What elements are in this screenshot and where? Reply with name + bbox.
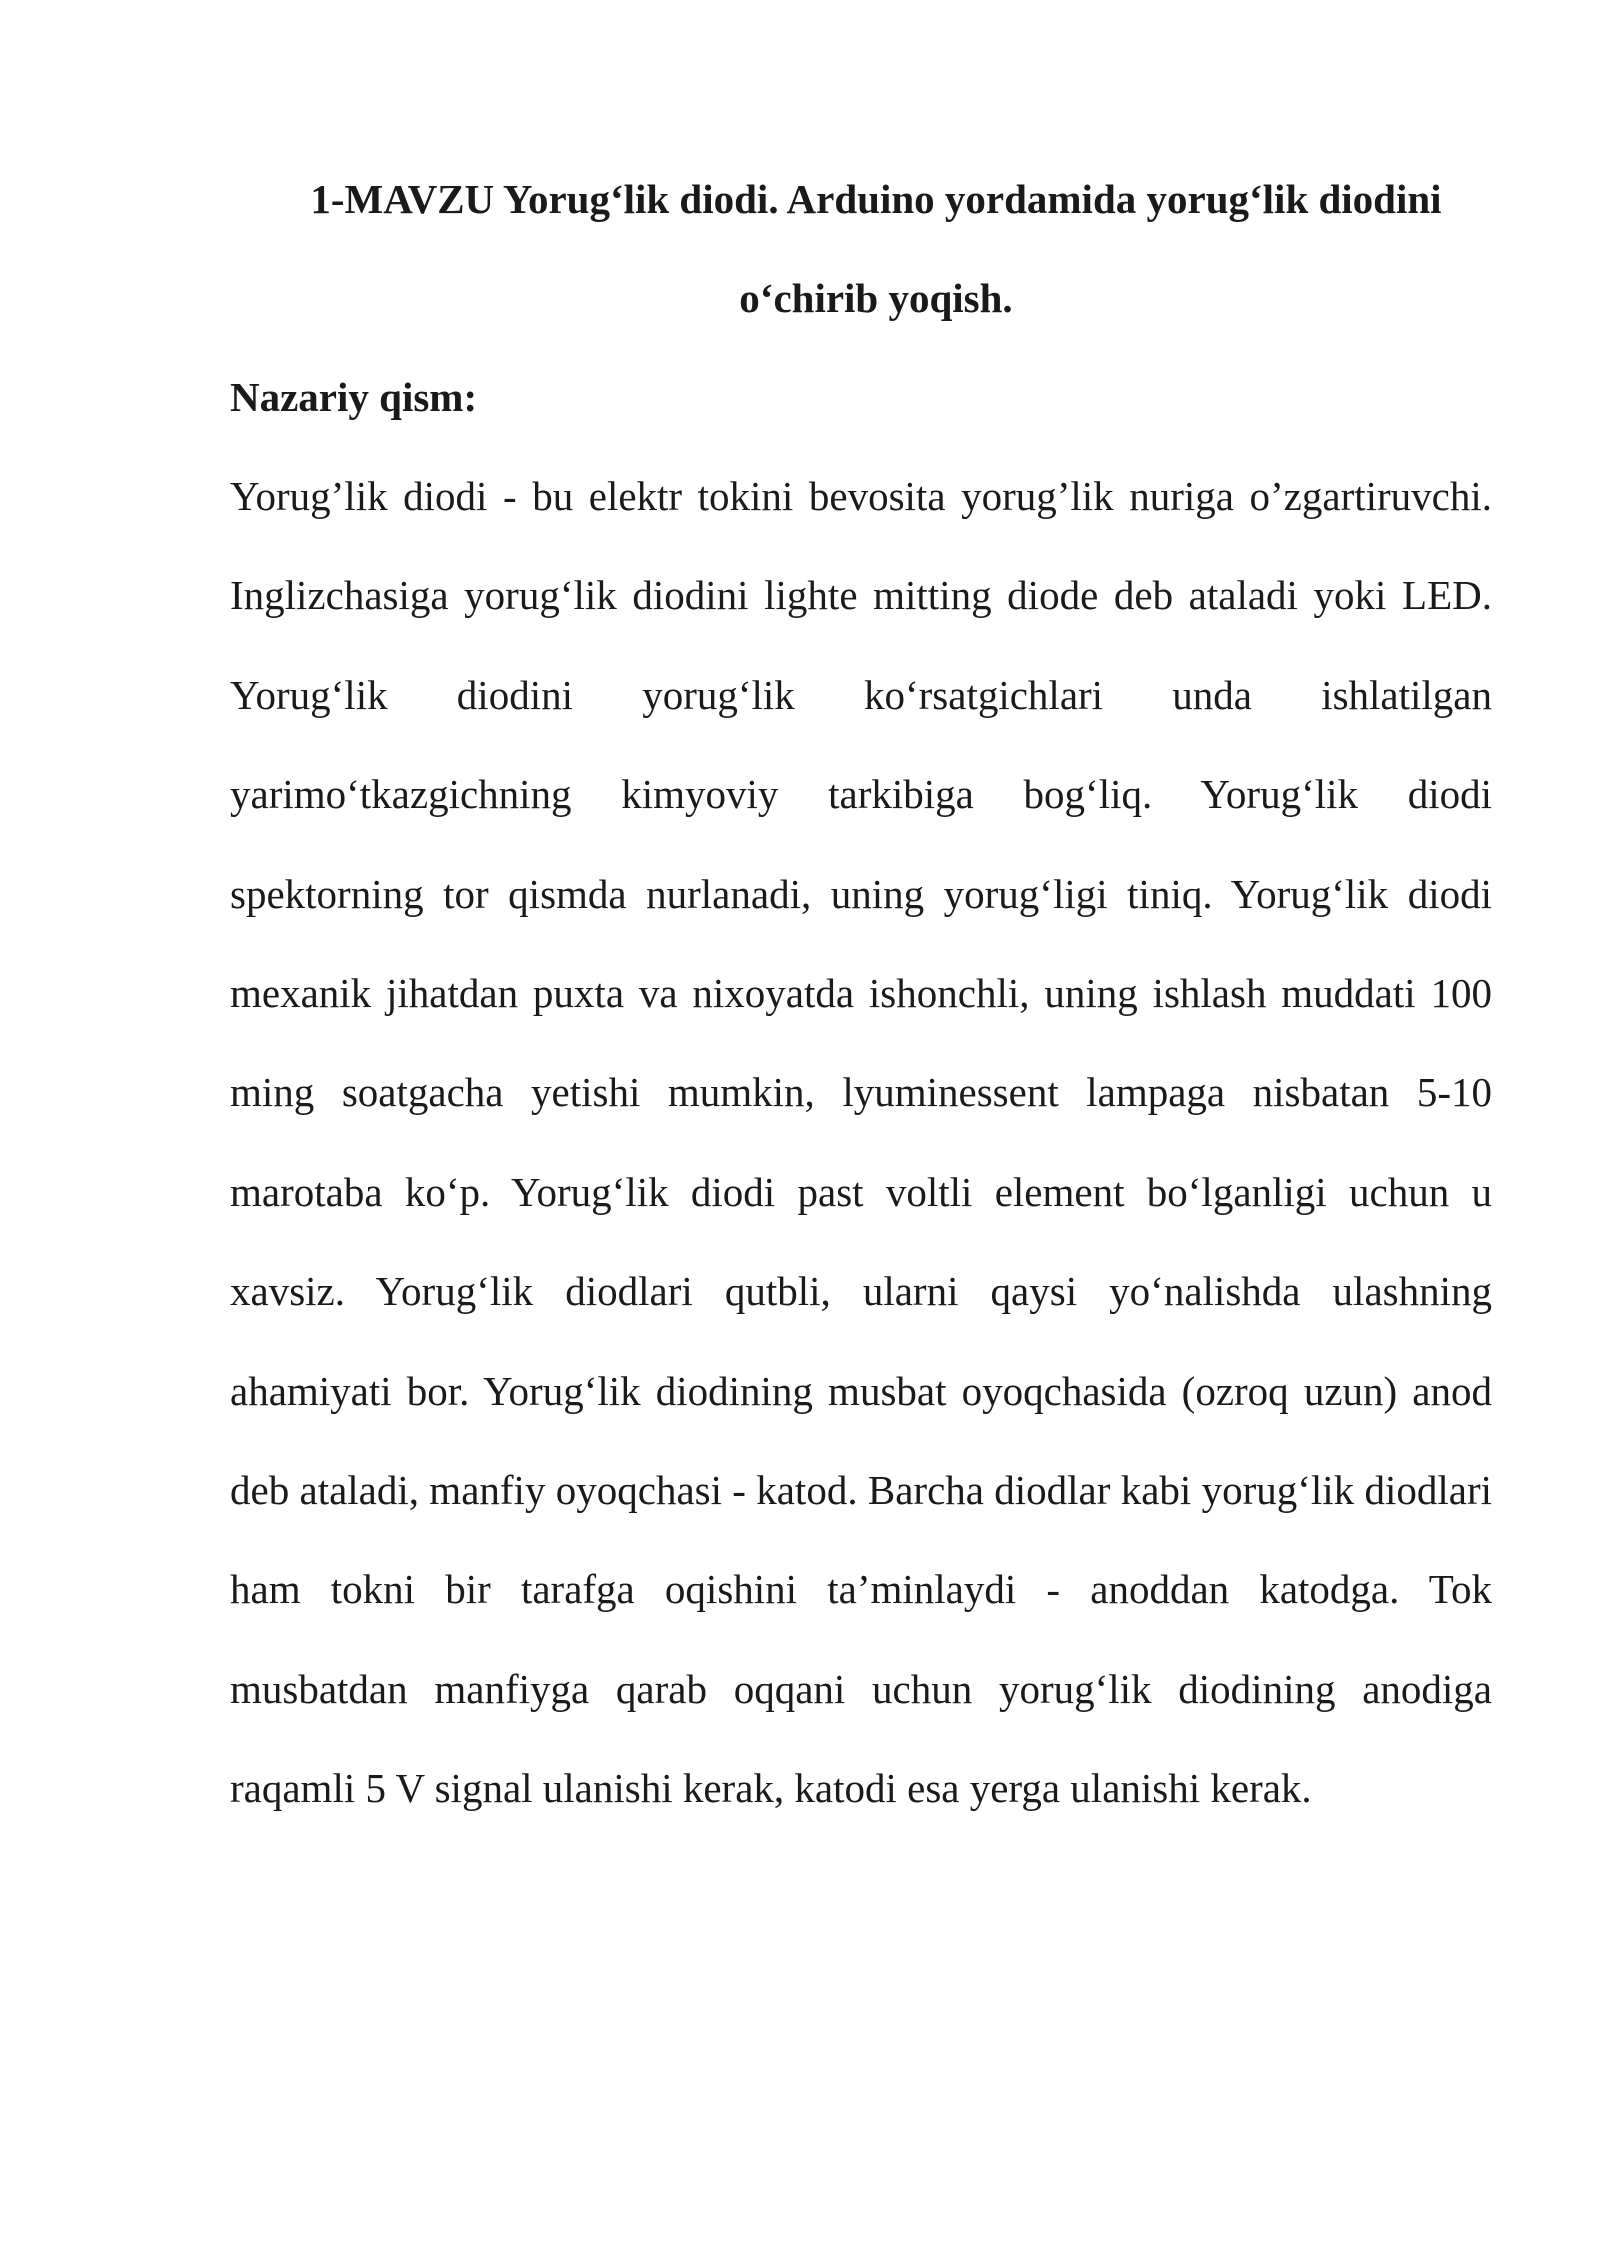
- section-heading: Nazariy qism:: [230, 374, 478, 420]
- page-title: 1-MAVZU Yorug‘lik diodi. Arduino yordamida yorug‘lik diodini o‘chirib yoqish.: [310, 176, 1442, 321]
- body-paragraph: Yorug’lik diodi - bu elektr tokini bevosita yorug’lik nuriga o’zgartiruvchi. Inglizchasiga yorug‘lik diodini lighte mitting diode deb ataladi yoki LED. Yorug‘lik diodini yorug‘lik ko‘rsatgichlari unda ishlatilgan yarimo‘tkazgichning kimyoviy tarkibiga bog‘liq. Yorug‘lik diodi spektorning tor qismda nurlanadi, uning yorug‘ligi tiniq. Yorug‘lik diodi mexanik jihatdan puxta va nixoyatda ishonchli, uning ishlash muddati 100 ming soatgacha yetishi mumkin, lyuminessent lampaga nisbatan 5-10 marotaba ko‘p. Yorug‘lik diodi past voltli element bo‘lganligi uchun u xavsiz. Yorug‘lik diodlari qutbli, ularni qaysi yo‘nalishda ulashning ahamiyati bor. Yorug‘lik diodining musbat oyoqchasida (ozroq uzun) anod deb ataladi, manfiy oyoqchasi - katod. Barcha diodlar kabi yorug‘lik diodlari ham tokni bir tarafga oqishini ta’minlaydi - anoddan katodga. Tok musbatdan manfiyga qarab oqqani uchun yorug‘lik diodining anodiga raqamli 5 V signal ulanishi kerak, katodi esa yerga ulanishi kerak.: [230, 473, 1492, 1812]
- document-page: [230, 150, 1492, 1839]
